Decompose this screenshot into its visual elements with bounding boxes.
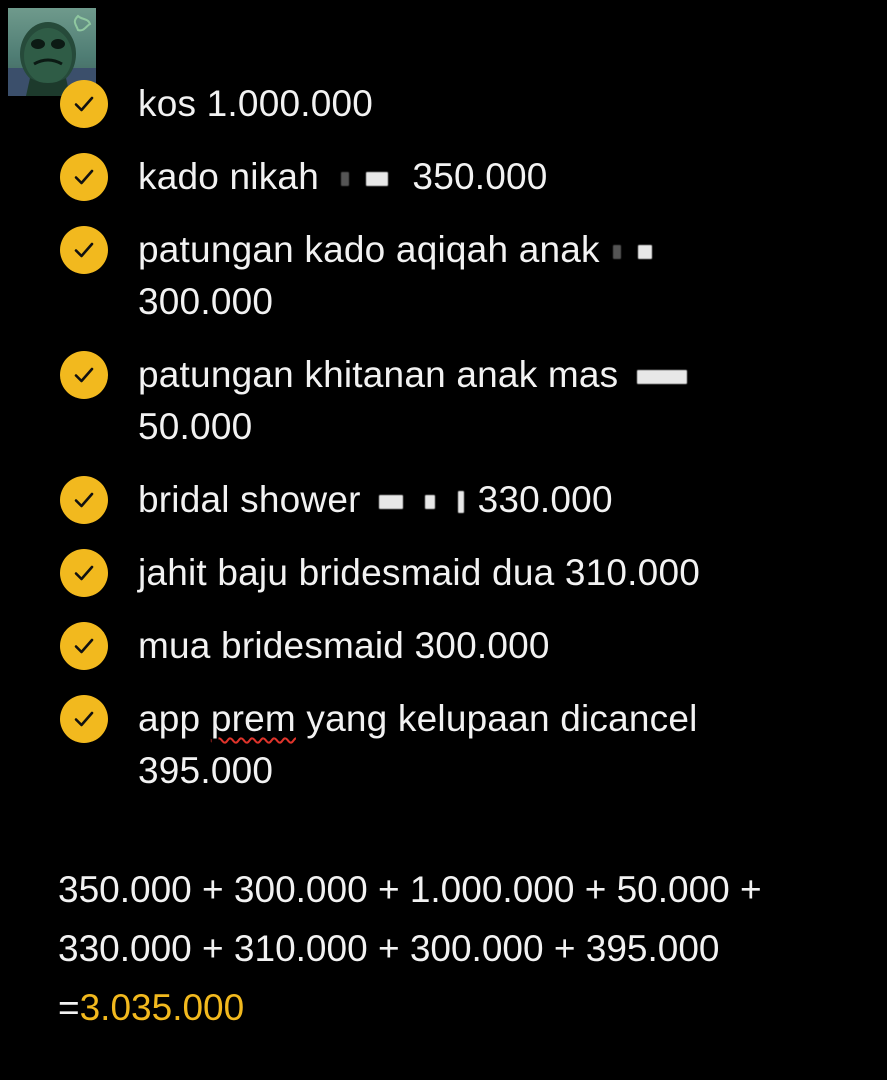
- item-text: kos 1.000.000: [138, 83, 374, 124]
- check-icon[interactable]: [60, 153, 108, 201]
- item-text: app: [138, 698, 201, 739]
- list-item: [60, 349, 860, 453]
- list-item: [60, 224, 860, 328]
- check-icon[interactable]: [60, 549, 108, 597]
- check-icon[interactable]: [60, 622, 108, 670]
- calc-line-1: 350.000 + 300.000 + 1.000.000 + 50.000 +: [58, 869, 762, 910]
- item-amount: 330.000: [477, 479, 613, 520]
- item-text: jahit baju bridesmaid dua 310.000: [138, 552, 700, 593]
- list-item: [60, 78, 860, 130]
- list-item: [60, 151, 860, 203]
- redaction-mark: [638, 245, 652, 259]
- redaction-mark: [379, 495, 403, 509]
- redaction-mark: [458, 491, 464, 513]
- list-item: [60, 547, 860, 599]
- item-amount: 395.000: [138, 750, 274, 791]
- redaction-mark: [637, 370, 687, 384]
- calc-line-2: 330.000 + 310.000 + 300.000 + 395.000: [58, 928, 720, 969]
- item-amount: 350.000: [412, 156, 548, 197]
- check-icon[interactable]: [60, 80, 108, 128]
- misspelled-word[interactable]: prem: [210, 698, 296, 739]
- item-text: kado nikah: [138, 156, 319, 197]
- check-icon[interactable]: [60, 351, 108, 399]
- item-text: bridal shower: [138, 479, 361, 520]
- calculation: [58, 860, 858, 1037]
- calc-result: 3.035.000: [79, 987, 245, 1028]
- item-text: patungan kado aqiqah anak: [138, 229, 600, 270]
- redaction-mark: [366, 172, 388, 186]
- item-text-rest: yang kelupaan dicancel: [306, 698, 698, 739]
- list-item: [60, 620, 860, 672]
- redaction-mark: [613, 245, 621, 259]
- list-item: [60, 693, 860, 797]
- list-item: [60, 474, 860, 526]
- check-icon[interactable]: [60, 695, 108, 743]
- check-icon[interactable]: [60, 226, 108, 274]
- item-text: mua bridesmaid 300.000: [138, 625, 550, 666]
- checklist: [60, 78, 860, 818]
- redaction-mark: [425, 495, 435, 509]
- calc-line-3: [58, 978, 858, 1037]
- redaction-mark: [341, 172, 349, 186]
- check-icon[interactable]: [60, 476, 108, 524]
- equals-sign: =: [58, 987, 80, 1028]
- item-amount: 50.000: [138, 406, 253, 447]
- item-text: patungan khitanan anak mas: [138, 354, 619, 395]
- item-amount: 300.000: [138, 281, 274, 322]
